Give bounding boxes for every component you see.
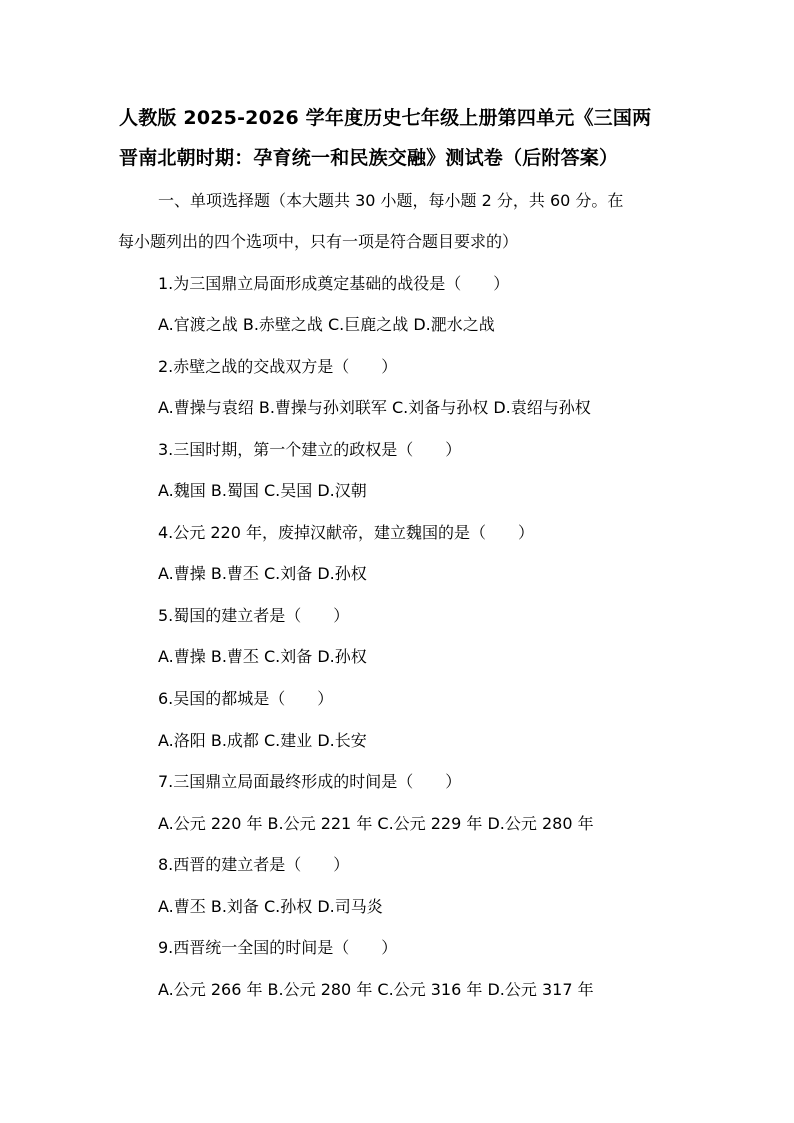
- question-1-options: A.官渡之战 B.赤壁之战 C.巨鹿之战 D.淝水之战: [158, 315, 495, 334]
- question-2-options: A.曹操与袁绍 B.曹操与孙刘联军 C.刘备与孙权 D.袁绍与孙权: [158, 398, 591, 417]
- question-8-options: A.曹丕 B.刘备 C.孙权 D.司马炎: [158, 897, 383, 916]
- question-4-options: A.曹操 B.曹丕 C.刘备 D.孙权: [158, 564, 367, 583]
- question-5-options: A.曹操 B.曹丕 C.刘备 D.孙权: [158, 647, 367, 666]
- question-9-options: A.公元 266 年 B.公元 280 年 C.公元 316 年 D.公元 317 年: [158, 980, 594, 999]
- question-1-stem: 1.为三国鼎立局面形成奠定基础的战役是（ ）: [158, 274, 510, 293]
- question-5-stem: 5.蜀国的建立者是（ ）: [158, 606, 350, 625]
- question-6-options: A.洛阳 B.成都 C.建业 D.长安: [158, 731, 367, 750]
- question-7-stem: 7.三国鼎立局面最终形成的时间是（ ）: [158, 772, 462, 791]
- section-heading-line-1: 一、单项选择题（本大题共 30 小题，每小题 2 分，共 60 分。在: [158, 191, 624, 210]
- question-3-options: A.魏国 B.蜀国 C.吴国 D.汉朝: [158, 481, 367, 500]
- document-title-line-1: 人教版 2025-2026 学年度历史七年级上册第四单元《三国两: [119, 107, 652, 129]
- question-3-stem: 3.三国时期，第一个建立的政权是（ ）: [158, 440, 462, 459]
- question-6-stem: 6.吴国的都城是（ ）: [158, 689, 334, 708]
- question-7-options: A.公元 220 年 B.公元 221 年 C.公元 229 年 D.公元 280 年: [158, 814, 594, 833]
- section-heading-line-2: 每小题列出的四个选项中，只有一项是符合题目要求的）: [118, 232, 519, 251]
- question-4-stem: 4.公元 220 年，废掉汉献帝，建立魏国的是（ ）: [158, 523, 534, 542]
- question-8-stem: 8.西晋的建立者是（ ）: [158, 855, 350, 874]
- document-title-line-2: 晋南北朝时期：孕育统一和民族交融》测试卷（后附答案）: [119, 147, 619, 169]
- question-2-stem: 2.赤壁之战的交战双方是（ ）: [158, 357, 398, 376]
- question-9-stem: 9.西晋统一全国的时间是（ ）: [158, 938, 398, 957]
